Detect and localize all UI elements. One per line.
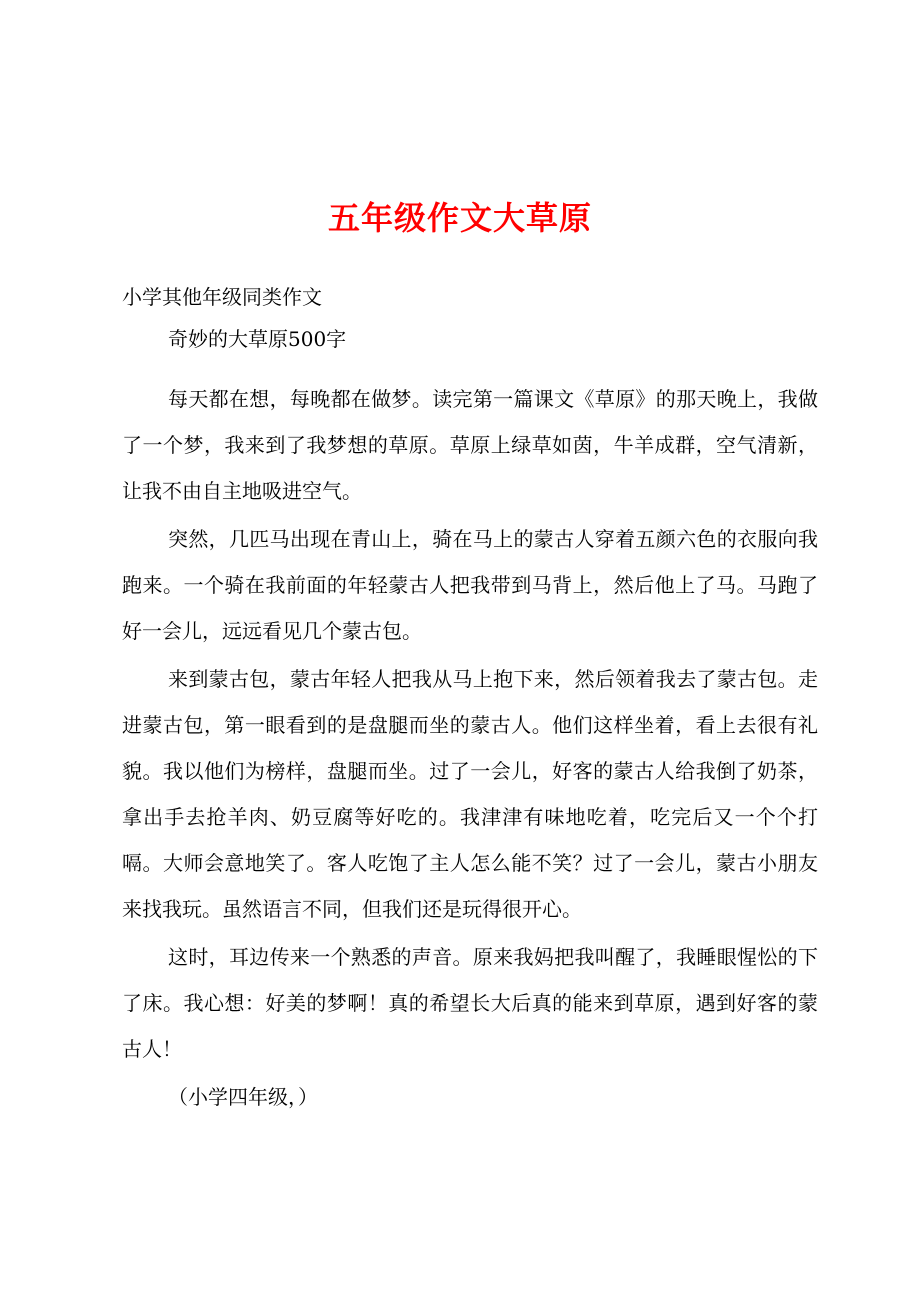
paragraph: 这时，耳边传来一个熟悉的声音。原来我妈把我叫醒了，我睡眼惺忪的下了床。我心想：好美的梦啊！真的希望长大后真的能来到草原，遇到好客的蒙古人！ bbox=[122, 945, 818, 1061]
document-body bbox=[122, 276, 818, 1120]
paragraph: 每天都在想，每晚都在做梦。读完第一篇课文《草原》的那天晚上，我做了一个梦，我来到了我梦想的草原。草原上绿草如茵，牛羊成群，空气清新，让我不由自主地吸进空气。 bbox=[122, 387, 818, 503]
grade-note: （小学四年级，） bbox=[168, 1085, 318, 1109]
paragraph: 来到蒙古包，蒙古年轻人把我从马上抱下来，然后领着我去了蒙古包。走进蒙古包，第一眼看到的是盘腿而坐的蒙古人。他们这样坐着，看上去很有礼貌。我以他们为榜样，盘腿而坐。过了一会儿，好客的蒙古人给我倒了奶茶，拿出手去抢羊肉、奶豆腐等好吃的。我津津有味地吃着，吃完后又一个个打嗝。大师会意地笑了。客人吃饱了主人怎么能不笑？过了一会儿，蒙古小朋友来找我玩。虽然语言不同，但我们还是玩得很开心。 bbox=[122, 667, 818, 921]
paragraph: 突然，几匹马出现在青山上，骑在马上的蒙古人穿着五颜六色的衣服向我跑来。一个骑在我前面的年轻蒙古人把我带到马背上，然后他上了马。马跑了好一会儿，远远看见几个蒙古包。 bbox=[122, 527, 818, 643]
essay-title: 奇妙的大草原500字 bbox=[168, 327, 347, 351]
document-title: 五年级作文大草原 bbox=[327, 199, 592, 237]
essay-category: 小学其他年级同类作文 bbox=[122, 285, 322, 309]
